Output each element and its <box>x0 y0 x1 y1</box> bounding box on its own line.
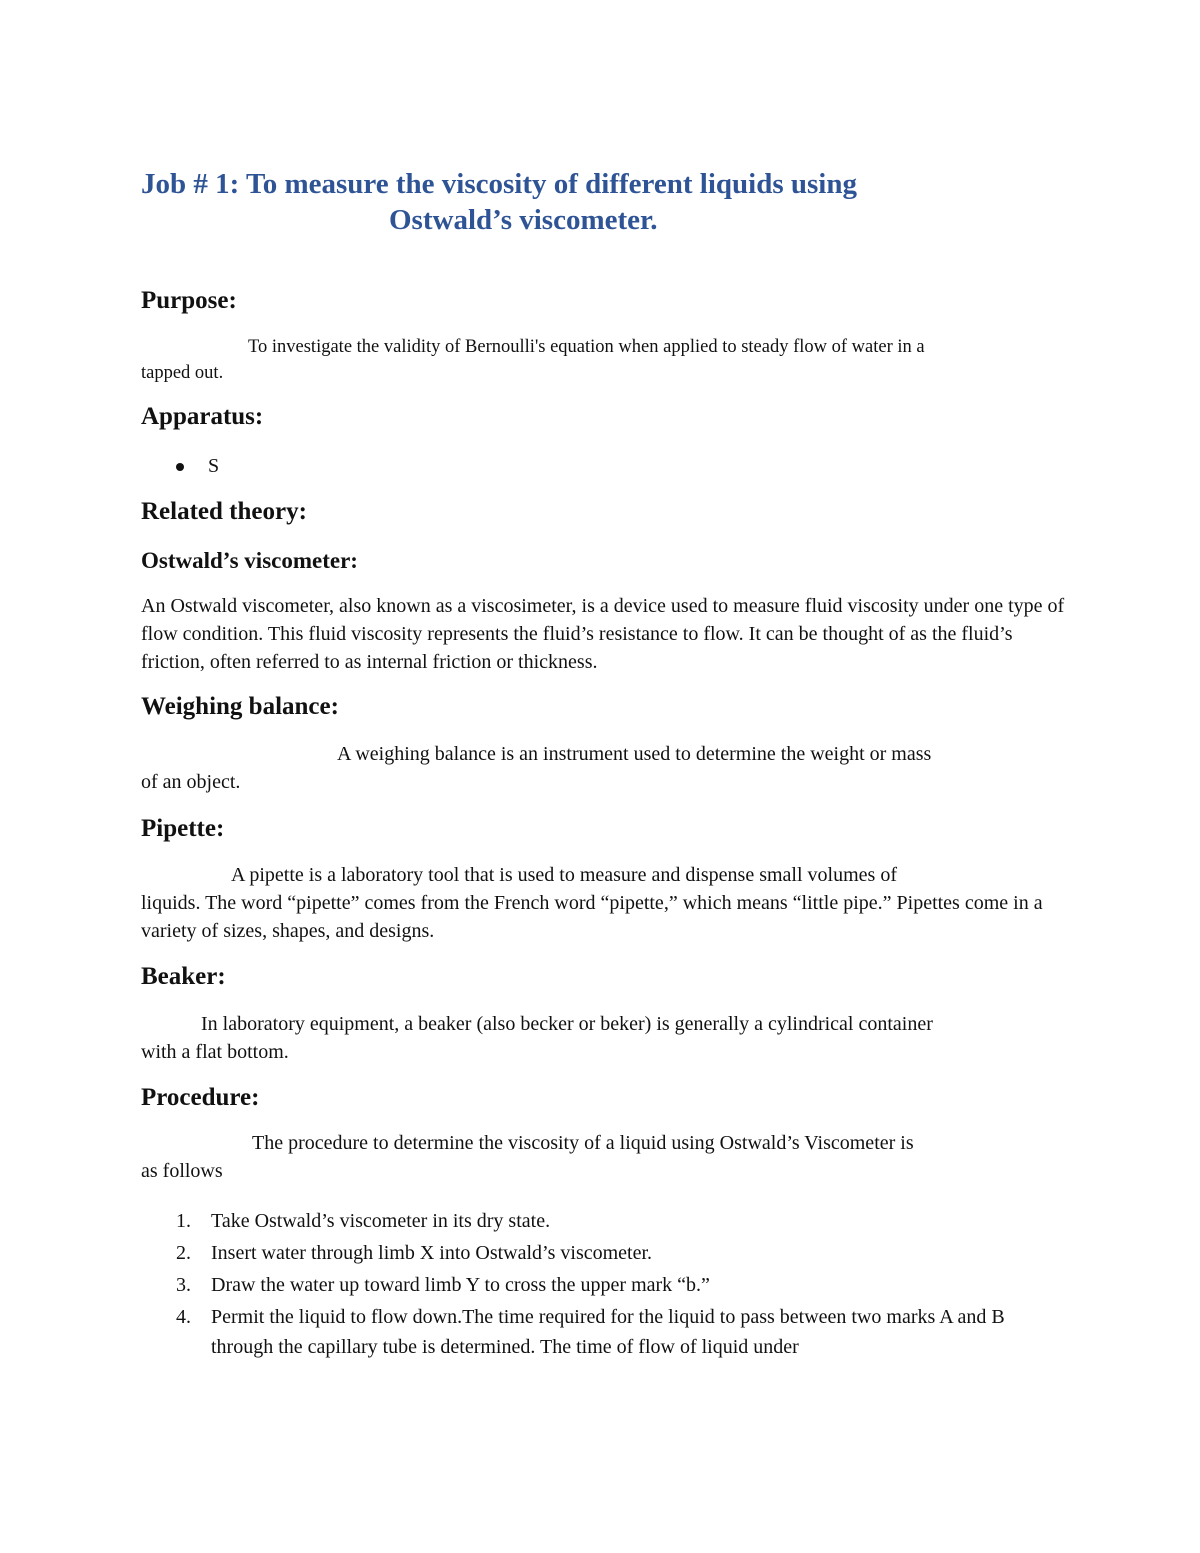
bullet-icon <box>176 463 184 471</box>
weighing-heading: Weighing balance: <box>141 693 339 720</box>
step-number: 1. <box>176 1210 191 1232</box>
beaker-text-rest: with a flat bottom. <box>141 1041 289 1063</box>
beaker-heading: Beaker: <box>141 963 226 990</box>
pipette-heading: Pipette: <box>141 815 225 842</box>
weighing-text <box>141 740 1071 796</box>
procedure-step <box>141 1238 1061 1268</box>
weighing-text-rest: of an object. <box>141 771 241 793</box>
step-text: Draw the water up toward limb Y to cross the upper mark “b.” <box>211 1274 710 1296</box>
step-number: 3. <box>176 1274 191 1296</box>
procedure-step <box>141 1206 1061 1236</box>
pipette-text-rest: liquids. The word “pipette” comes from the French word “pipette,” which means “little pipe.” Pipettes come in a variety of sizes, shapes, and designs. <box>141 892 1043 942</box>
page-title <box>141 166 1041 238</box>
purpose-text-indent: To investigate the validity of Bernoulli's equation when applied to steady flow of water in a <box>248 337 925 357</box>
procedure-steps-list <box>141 1206 1061 1364</box>
step-text: Permit the liquid to flow down.The time required for the liquid to pass between two marks A and B through the capillary tube is determined. The time of flow of liquid under <box>211 1306 1005 1358</box>
beaker-text <box>141 1010 1071 1066</box>
pipette-text <box>141 861 1046 945</box>
related-theory-heading: Related theory: <box>141 498 307 525</box>
step-text: Take Ostwald’s viscometer in its dry state. <box>211 1210 551 1232</box>
ostwald-heading: Ostwald’s viscometer: <box>141 548 358 573</box>
apparatus-item-text: S <box>208 455 220 477</box>
purpose-text <box>141 334 1071 386</box>
procedure-text <box>141 1129 1071 1185</box>
procedure-text-indent: The procedure to determine the viscosity of a liquid using Ostwald’s Viscometer is <box>252 1132 914 1154</box>
apparatus-heading: Apparatus: <box>141 403 264 430</box>
procedure-heading: Procedure: <box>141 1084 260 1111</box>
ostwald-text: An Ostwald viscometer, also known as a viscosimeter, is a device used to measure fluid viscosity under one type of flow condition. This fluid viscosity represents the fluid’s resistance to flow. It can be thought of as the fluid’s friction, often referred to as internal friction or thickness. <box>141 595 1065 673</box>
beaker-text-indent: In laboratory equipment, a beaker (also becker or beker) is generally a cylindrical container <box>201 1013 933 1035</box>
pipette-text-indent: A pipette is a laboratory tool that is used to measure and dispense small volumes of <box>231 864 897 886</box>
purpose-heading: Purpose: <box>141 287 237 314</box>
step-number: 2. <box>176 1242 191 1264</box>
step-number: 4. <box>176 1306 191 1328</box>
title-line-1: Job # 1: To measure the viscosity of different liquids using <box>141 168 857 200</box>
apparatus-list-item <box>176 452 219 480</box>
procedure-step <box>141 1302 1061 1362</box>
purpose-text-rest: tapped out. <box>141 363 224 383</box>
weighing-text-indent: A weighing balance is an instrument used to determine the weight or mass <box>337 743 932 765</box>
step-text: Insert water through limb X into Ostwald’s viscometer. <box>211 1242 653 1264</box>
procedure-text-rest: as follows <box>141 1160 223 1182</box>
procedure-step <box>141 1270 1061 1300</box>
title-line-2: Ostwald’s viscometer. <box>389 204 658 236</box>
